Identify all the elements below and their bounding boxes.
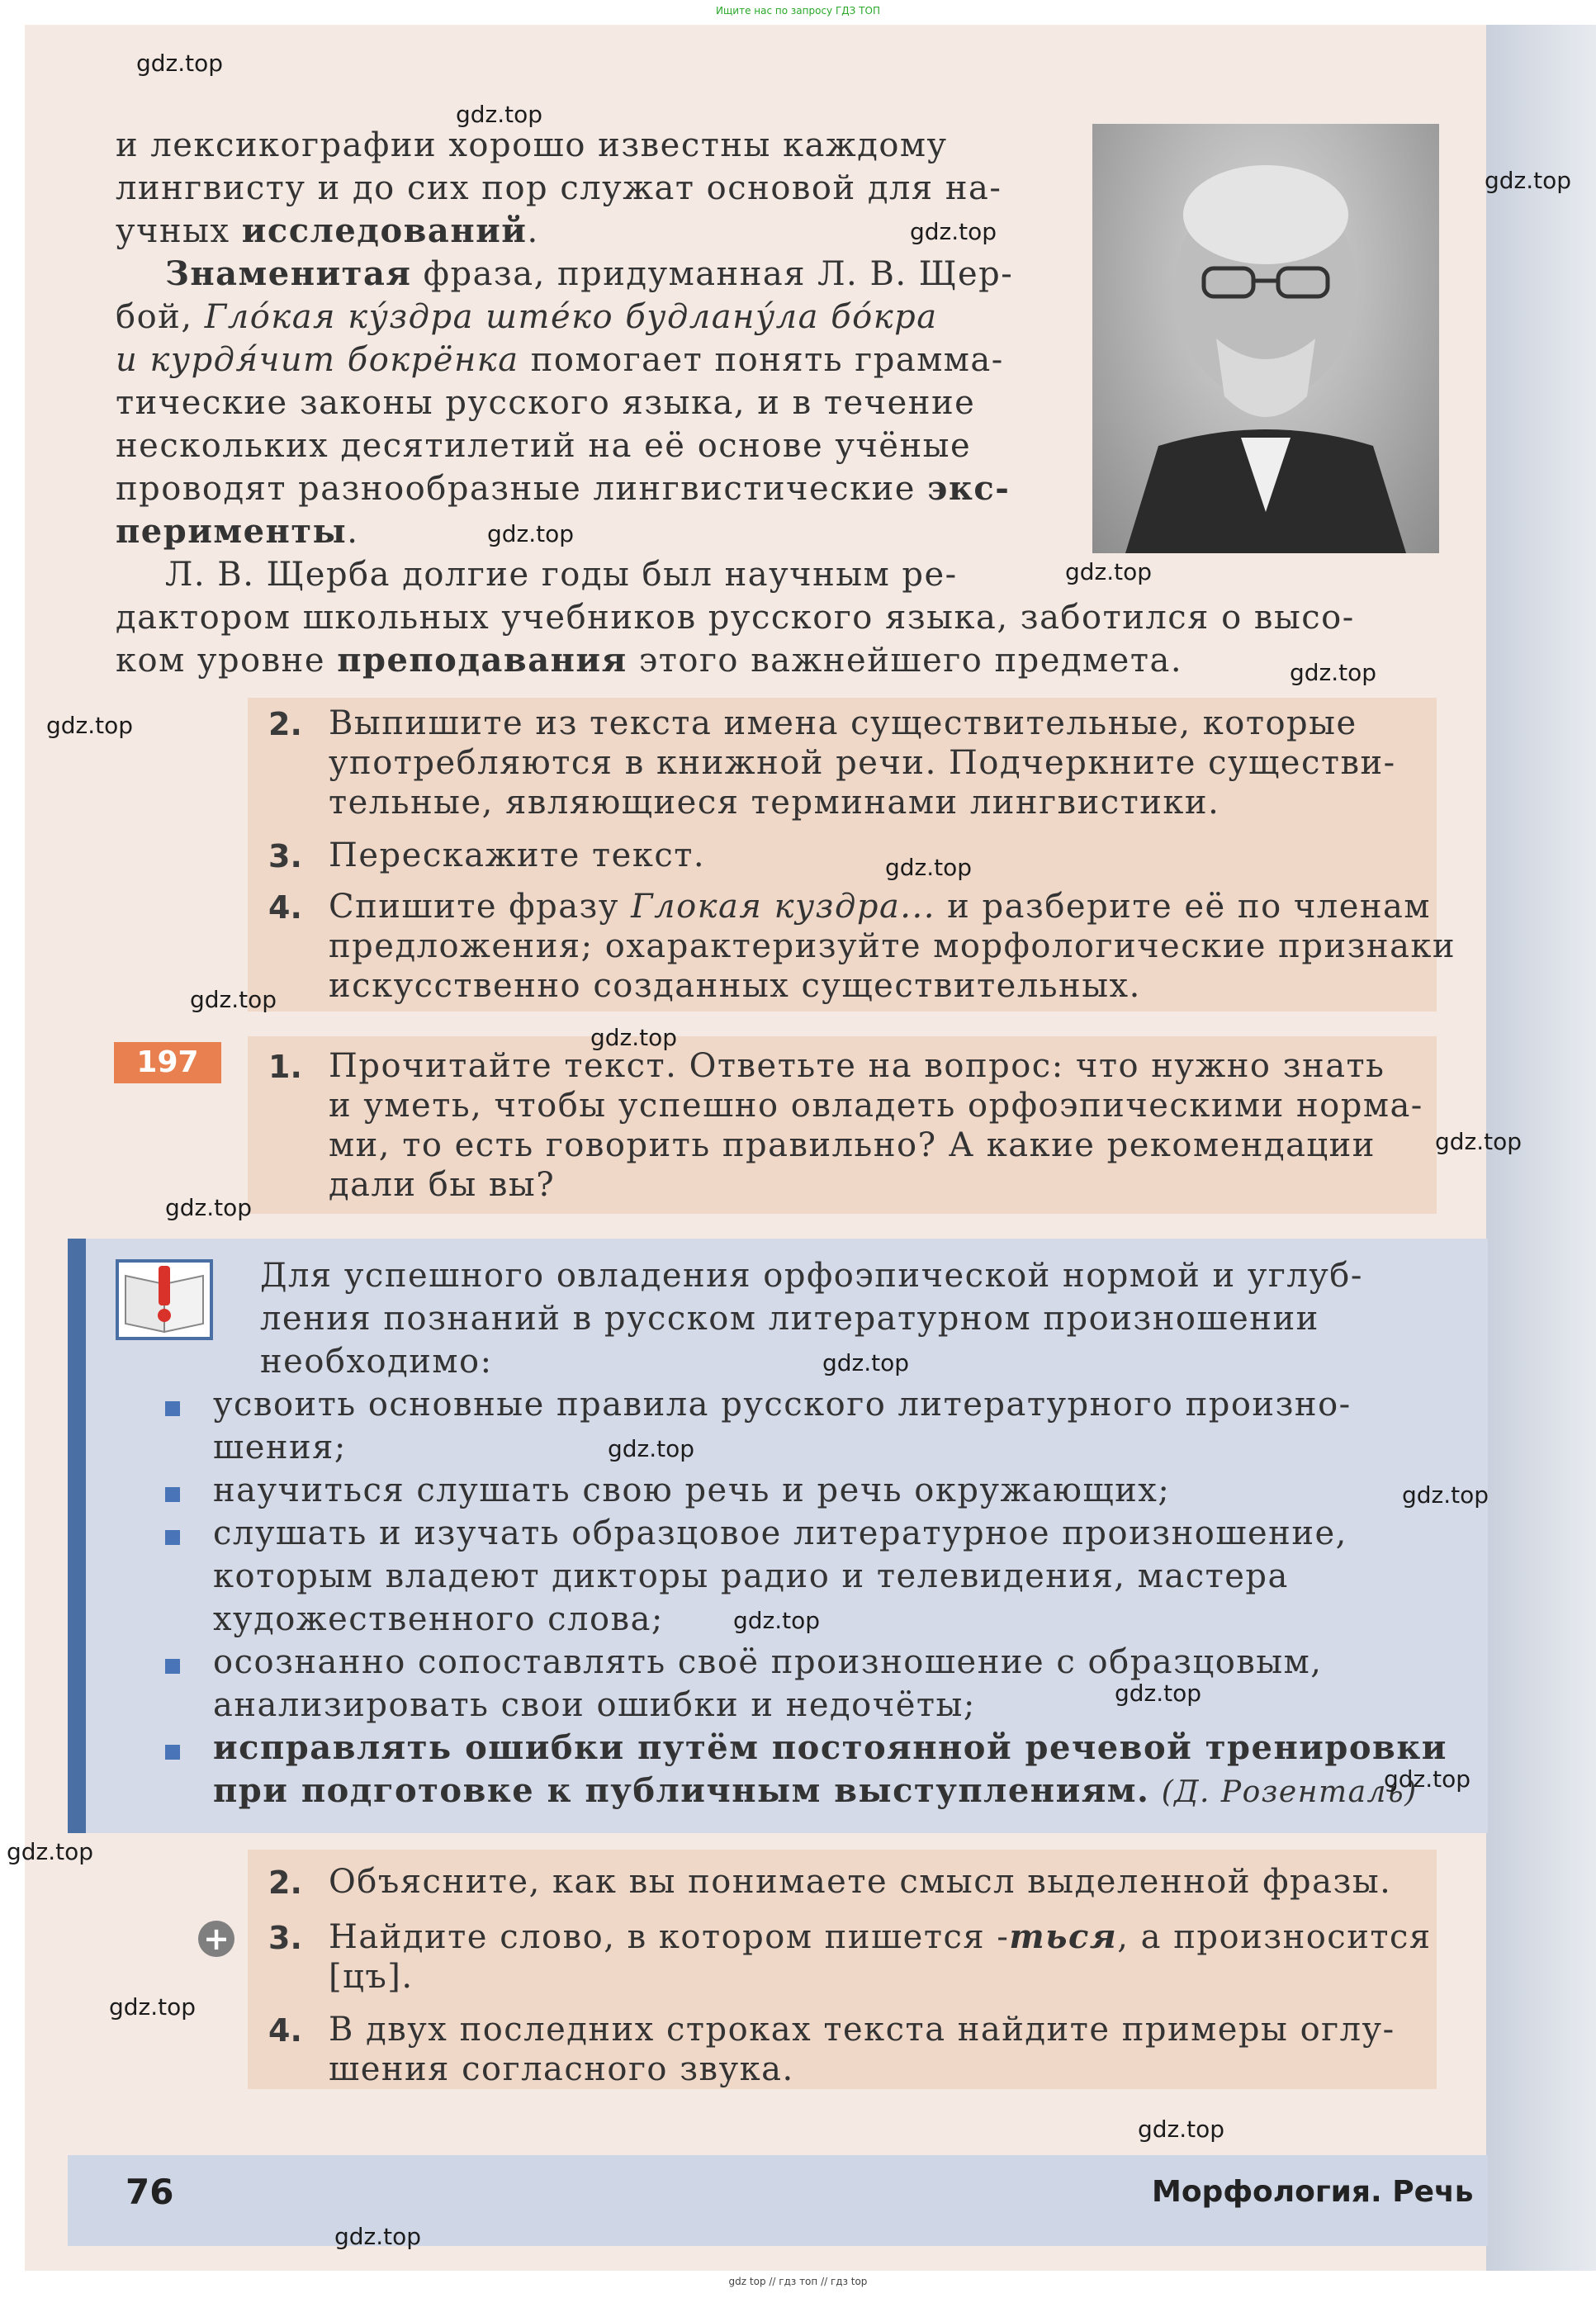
exercise-number-badge: 197 (114, 1042, 221, 1083)
task-number: 2. (268, 706, 302, 742)
watermark: gdz.top (1290, 659, 1377, 686)
text-fragment: Спишите фразу (329, 888, 632, 926)
highlighted-phrase: при подготовке к публичным выступлениям. (213, 1771, 1150, 1810)
rule-intro-line: ления познаний в русском литературном произношении (260, 1300, 1319, 1338)
rule-item-line: шения; (213, 1429, 347, 1466)
task-number: 1. (268, 1049, 302, 1085)
watermark: gdz.top (136, 50, 224, 77)
text-line (165, 253, 1013, 296)
rule-item-line (213, 1770, 1418, 1814)
watermark: gdz.top (190, 986, 277, 1013)
watermark: gdz.top (487, 520, 575, 547)
text-line (116, 296, 938, 339)
rule-item-line: осознанно сопоставлять своё произношение с образцовым, (213, 1643, 1323, 1681)
watermark: gdz.top (885, 854, 973, 881)
watermark: gdz.top (7, 1838, 94, 1865)
task-line: искусственно созданных существительных. (329, 967, 1141, 1005)
text-fragment: учных (116, 212, 242, 250)
task-line: Прочитайте текст. Ответьте на вопрос: что нужно знать (329, 1047, 1385, 1085)
watermark: gdz.top (1402, 1481, 1489, 1509)
highlighted-phrase: исправлять ошибки путём постоянной речевой тренировки (213, 1728, 1447, 1767)
task-line (329, 887, 1431, 926)
watermark: gdz.top (1065, 558, 1153, 585)
text-fragment: бой, (116, 298, 205, 336)
bold-term: преподавания (337, 641, 628, 680)
task-line: ми, то есть говорить правильно? А какие рекомендации (329, 1126, 1376, 1164)
text-line: нескольких десятилетий на её основе учёные (116, 427, 972, 465)
text-fragment: , а произносится (1117, 1918, 1432, 1956)
task-line: Объясните, как вы понимаете смысл выделенной фразы. (329, 1863, 1392, 1901)
rule-item-line: анализировать свои ошибки и недочёты; (213, 1686, 976, 1724)
task-number: 4. (268, 889, 302, 926)
task-number: 3. (268, 838, 302, 874)
bold-term: исследований (241, 211, 528, 250)
exclamation-book-icon (116, 1259, 213, 1340)
page-number: 76 (126, 2172, 174, 2212)
plus-circle-icon: + (198, 1921, 234, 1957)
rule-item-line (213, 1727, 1447, 1770)
text-line (116, 510, 358, 553)
task-line: употребляются в книжной речи. Подчеркните существи- (329, 744, 1396, 782)
watermark: gdz.top (1485, 167, 1572, 194)
bold-term: экс- (927, 469, 1011, 508)
text-fragment: . (527, 212, 539, 250)
text-line: лингвисту и до сих пор служат основой для на- (116, 169, 1002, 207)
text-fragment: этого важнейшего предмета. (627, 642, 1183, 680)
rule-panel-accent (68, 1239, 86, 1833)
portrait-illustration (1092, 124, 1439, 553)
watermark: gdz.top (608, 1435, 695, 1462)
bottom-banner: gdz top // гдз топ // гдз top (728, 2276, 868, 2287)
section-title: Морфология. Речь (1152, 2175, 1474, 2209)
rule-intro-line: необходимо: (260, 1343, 493, 1381)
text-fragment: проводят разнообразные лингвистические (116, 470, 928, 508)
task-line: и уметь, чтобы успешно овладеть орфоэпическими норма- (329, 1087, 1423, 1125)
top-banner: Ищите нас по запросу ГДЗ ТОП (716, 5, 880, 17)
rule-item-line: научиться слушать свою речь и речь окружающих; (213, 1471, 1171, 1509)
text-line: дактором школьных учебников русского языка, заботился о высо- (116, 599, 1355, 637)
watermark: gdz.top (733, 1607, 821, 1634)
text-fragment: фраза, придуманная Л. В. Щер- (411, 255, 1014, 293)
watermark: gdz.top (46, 712, 134, 739)
task-line: Перескажите текст. (329, 836, 706, 874)
watermark: gdz.top (334, 2223, 422, 2250)
watermark: gdz.top (456, 101, 543, 128)
portrait-photo (1092, 124, 1439, 553)
task-line: предложения; охарактеризуйте морфологические признаки (329, 927, 1456, 965)
bullet-marker (165, 1530, 180, 1545)
task-number: 3. (268, 1920, 302, 1956)
bullet-marker (165, 1659, 180, 1674)
watermark: gdz.top (1138, 2116, 1225, 2143)
italic-phrase: Глокая куздра... (631, 888, 935, 926)
bullet-marker (165, 1745, 180, 1760)
text-line: и лексикографии хорошо известны каждому (116, 126, 948, 164)
bold-term: Знаменитая (165, 254, 412, 293)
text-line: Л. В. Щерба долгие годы был научным ре- (165, 556, 958, 594)
task-number: 4. (268, 2012, 302, 2049)
task-line (329, 1917, 1432, 1957)
rule-item-line: слушать и изучать образцовое литературное произношение, (213, 1514, 1347, 1552)
rule-intro-line: Для успешного овладения орфоэпической нормой и углуб- (260, 1257, 1363, 1295)
rule-item-line: усвоить основные правила русского литературного произно- (213, 1386, 1352, 1424)
text-line (116, 467, 1010, 510)
italic-phrase: и курдя́чит бокрёнка (116, 341, 519, 379)
watermark: gdz.top (590, 1024, 678, 1051)
text-line (116, 210, 539, 253)
watermark: gdz.top (165, 1194, 253, 1221)
task-line: Выпишите из текста имена существительные, которые (329, 704, 1357, 742)
italic-bold-suffix: ться (1009, 1917, 1118, 1956)
watermark: gdz.top (910, 218, 997, 245)
task-line: дали бы вы? (329, 1166, 556, 1204)
text-line (116, 339, 1004, 381)
watermark: gdz.top (1115, 1680, 1202, 1707)
text-line (116, 639, 1182, 682)
task-number: 2. (268, 1864, 302, 1901)
task-line: [цъ]. (329, 1958, 414, 1996)
watermark: gdz.top (109, 1993, 197, 2021)
text-fragment: помогает понять граммa- (519, 341, 1004, 379)
task-line: шения согласного звука. (329, 2050, 794, 2088)
source-citation: (Д. Розенталь) (1161, 1775, 1418, 1809)
bullet-marker (165, 1401, 180, 1416)
rule-item-line: которым владеют дикторы радио и телевидения, мастера (213, 1557, 1289, 1595)
task-line: В двух последних строках текста найдите примеры оглу- (329, 2011, 1395, 2049)
bold-term: перименты (116, 512, 348, 551)
text-fragment: Найдите слово, в котором пишется - (329, 1918, 1010, 1956)
text-fragment: и разберите её по членам (935, 888, 1432, 926)
watermark: gdz.top (822, 1349, 910, 1376)
watermark: gdz.top (1435, 1128, 1523, 1155)
rule-item-line: художественного слова; (213, 1600, 664, 1638)
bullet-marker (165, 1487, 180, 1502)
text-fragment: ком уровне (116, 642, 338, 680)
italic-phrase: Гло́кая ку́здра ште́ко будлану́ла бо́кра (204, 298, 938, 336)
task-line: тельные, являющиеся терминами лингвистики. (329, 784, 1220, 822)
text-fragment: . (347, 513, 359, 551)
watermark: gdz.top (1384, 1765, 1471, 1793)
text-line: тические законы русского языка, и в течение (116, 384, 976, 422)
